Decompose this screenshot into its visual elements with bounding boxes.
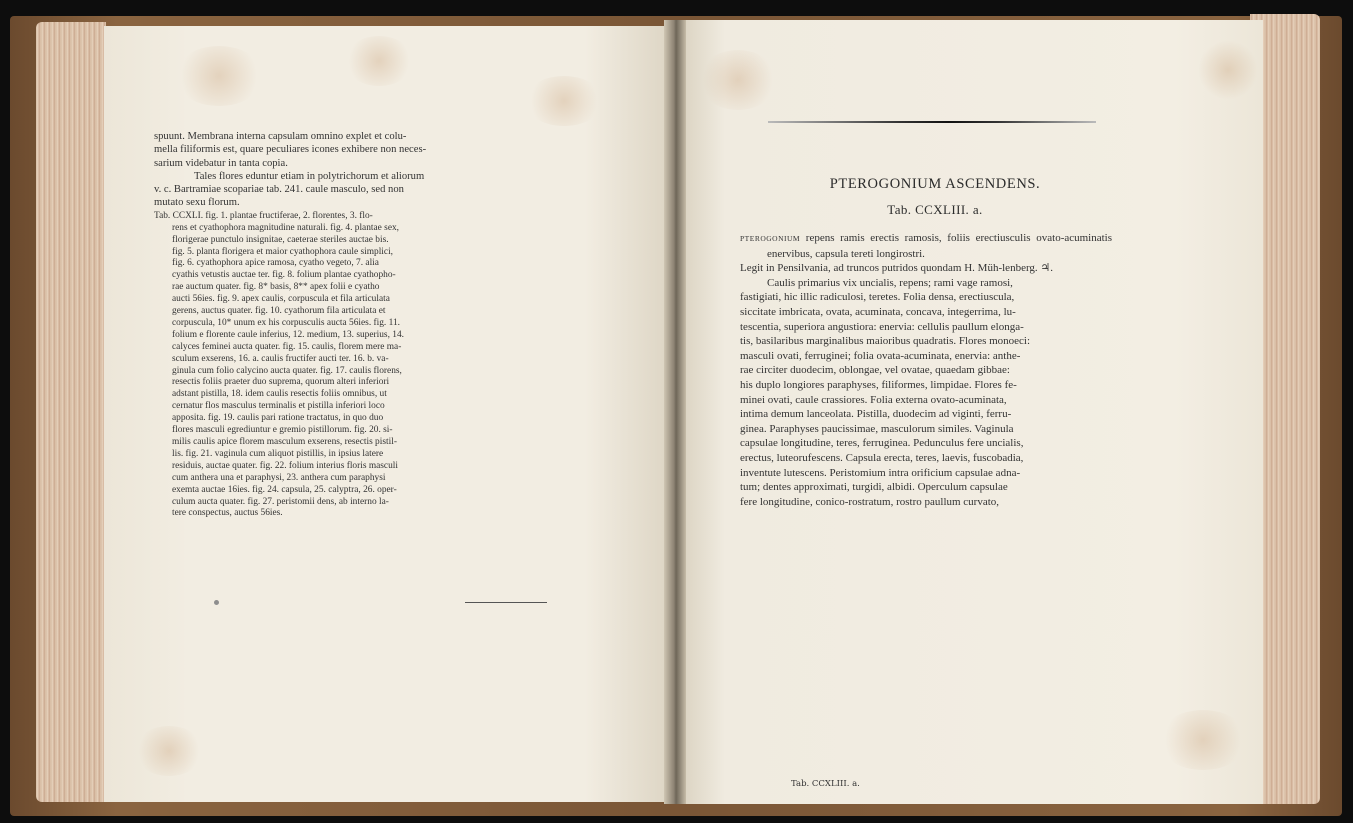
caption-line: rens et cyathophora magnitudine naturali. fig. 4. plantae sex,	[172, 222, 400, 233]
text-line: tis, basilaribus marginalibus maioribus quadratis. Flores monoeci:	[740, 335, 1031, 348]
text-line: rae circiter duodecim, oblongae, vel ovatae, quaedam gibbae:	[740, 364, 1010, 377]
text-line: mella filiformis est, quare peculiares icones exhibere non neces-	[154, 144, 427, 156]
caption-line: residuis, auctae quater. fig. 22. folium interius floris masculi	[172, 460, 398, 471]
text-line: mutato sexu florum.	[154, 197, 240, 209]
left-page-text	[154, 130, 544, 520]
text-line: v. c. Bartramiae scopariae tab. 241. caule masculo, sed non	[154, 184, 404, 196]
caption-line: milis caulis apice florem masculum exserens, resectis pistil-	[172, 437, 397, 447]
caption-line: cyathis vetustis auctae ter. fig. 8. folium plantae cyathopho-	[172, 270, 396, 281]
caption-line: folium e florente caule inferius, 12. medium, 13. superius, 14.	[172, 329, 404, 340]
foxing-spot	[344, 36, 414, 86]
plate-number: Tab. CCXLIII. a.	[887, 202, 983, 217]
diagnosis-text: repens ramis erectis ramosis, foliis erectiusculis ovato-acuminatis enervibus, capsula tereti longirostri.	[767, 232, 1113, 260]
text-line: his duplo longiores paraphyses, filiformes, limpidae. Flores fe-	[740, 378, 1017, 391]
page-edges-left	[36, 22, 106, 802]
text-line: intima demum lanceolata. Pistilla, duodecim ad viginti, ferru-	[740, 408, 1012, 421]
text-line: ginea. Paraphyses paucissimae, masculorum similes. Vaginula	[740, 422, 1014, 435]
text-line: Caulis primarius vix uncialis, repens; rami vage ramosi,	[767, 276, 1013, 289]
text-line: inventute lutescens. Peristomium intra orificium capsulae adna-	[740, 466, 1021, 479]
text-line: minei ovati, caule crassiores. Folia externa ovato-acuminata,	[740, 393, 1007, 406]
foxing-spot	[1158, 710, 1248, 770]
end-rule	[465, 602, 547, 603]
caption-line: Tab. CCXLI. fig. 1. plantae fructiferae, 2. florentes, 3. flo-	[154, 210, 373, 221]
caption-line: corpuscula, 10* unum ex his corpusculis aucta 56ies. fig. 11.	[172, 317, 400, 328]
caption-line: flores masculi egrediuntur e gremio pistillorum. fig. 20. si-	[172, 425, 393, 436]
foxing-spot	[1198, 40, 1258, 100]
caption-line: gerens, auctus quater. fig. 10. cyathorum fila articulata et	[172, 306, 386, 317]
caption-line: apposita. fig. 19. caulis pari ratione tractatus, in quo duo	[172, 413, 384, 424]
figure-caption	[154, 211, 544, 521]
text-line: capsulae longitudine, teres, ferruginea. Pedunculus fere uncialis,	[740, 437, 1024, 450]
text-line: spuunt. Membrana interna capsulam omnino explet et colu-	[154, 131, 407, 142]
caption-line: adstant pistilla, 18. idem caulis resectis foliis omnibus, ut	[172, 389, 387, 400]
collection-note: Legit in Pensilvania, ad truncos putridos quondam H. Müh-lenberg. ♃.	[740, 262, 1054, 275]
caption-line: exemta auctae 16ies. fig. 24. capsula, 25. calyptra, 26. oper-	[172, 484, 397, 495]
caption-line: ginula cum folio calycino aucta quater. fig. 17. caulis florens,	[172, 365, 402, 376]
caption-line: rae auctum quater. fig. 8* basis, 8** apex folii e cyatho	[172, 282, 380, 293]
caption-line: sculum exserens, 16. a. caulis fructifer aucti ter. 16. b. va-	[172, 353, 389, 364]
header-rule	[768, 121, 1096, 123]
foxing-spot	[174, 46, 264, 106]
caption-line: cernatur flos masculus terminalis et pistilla inferiori loco	[172, 401, 385, 412]
text-line: erectus, luteorufescens. Capsula erecta, teres, laevis, fuscobadia,	[740, 451, 1024, 464]
caption-line: fig. 5. planta florigera et maior cyathophora caule simplici,	[172, 246, 394, 257]
catchword: Tab. CCXLIII. a.	[791, 779, 860, 789]
diagnosis	[740, 231, 1112, 261]
caption-line: resectis foliis praeter duo suprema, quorum alteri inferiori	[172, 377, 390, 388]
caption-line: culum aucta quater. fig. 27. peristomii dens, ab interno la-	[172, 496, 389, 507]
caption-line: lis. fig. 21. vaginula cum aliquot pistillis, in ipsius latere	[172, 448, 384, 459]
caption-line: fig. 6. cyathophora apice ramosa, cyatho vegeto, 7. alia	[172, 258, 379, 269]
text-line: masculi ovati, ferruginei; folia ovata-acuminata, enervia: anthe-	[740, 349, 1021, 362]
text-line: fastigiati, hic illic radiculosi, teretes. Folia densa, erectiuscula,	[740, 291, 1015, 304]
foxing-spot	[134, 726, 204, 776]
text-line: sarium videbatur in tanta copia.	[154, 157, 288, 169]
text-line: Tales flores eduntur etiam in polytrichorum et aliorum	[194, 170, 425, 182]
caption-line: tere conspectus, auctus 56ies.	[172, 508, 283, 519]
page-title: PTEROGONIUM ASCENDENS.	[829, 176, 1041, 192]
right-page-text	[740, 231, 1112, 509]
foxing-spot	[698, 50, 778, 110]
caption-line: cum anthera una et paraphysi, 23. anthera cum paraphysi	[172, 472, 386, 483]
book-gutter	[664, 20, 686, 804]
caption-line: florigerae punctulo insignitae, caeterae steriles auctae bis.	[172, 234, 389, 245]
text-line: siccitate imbricata, ovata, acuminata, concava, integerrima, lu-	[740, 305, 1016, 318]
text-line: tum; dentes approximati, turgidi, albidi. Operculum capsulae	[740, 481, 1008, 494]
genus-name: PTEROGONIUM	[740, 234, 801, 243]
caption-line: aucti 56ies. fig. 9. apex caulis, corpuscula et fila articulata	[172, 294, 390, 305]
caption-line: calyces feminei aucta quater. fig. 15. caulis, florem mere ma-	[172, 341, 402, 352]
text-line: fere longitudine, conico-rostratum, rostro paullum curvato,	[740, 495, 1000, 508]
text-line: tescentia, superiora angustiora: enervia: cellulis paullum elonga-	[740, 320, 1024, 333]
ink-dot	[214, 600, 219, 605]
foxing-spot	[524, 76, 604, 126]
